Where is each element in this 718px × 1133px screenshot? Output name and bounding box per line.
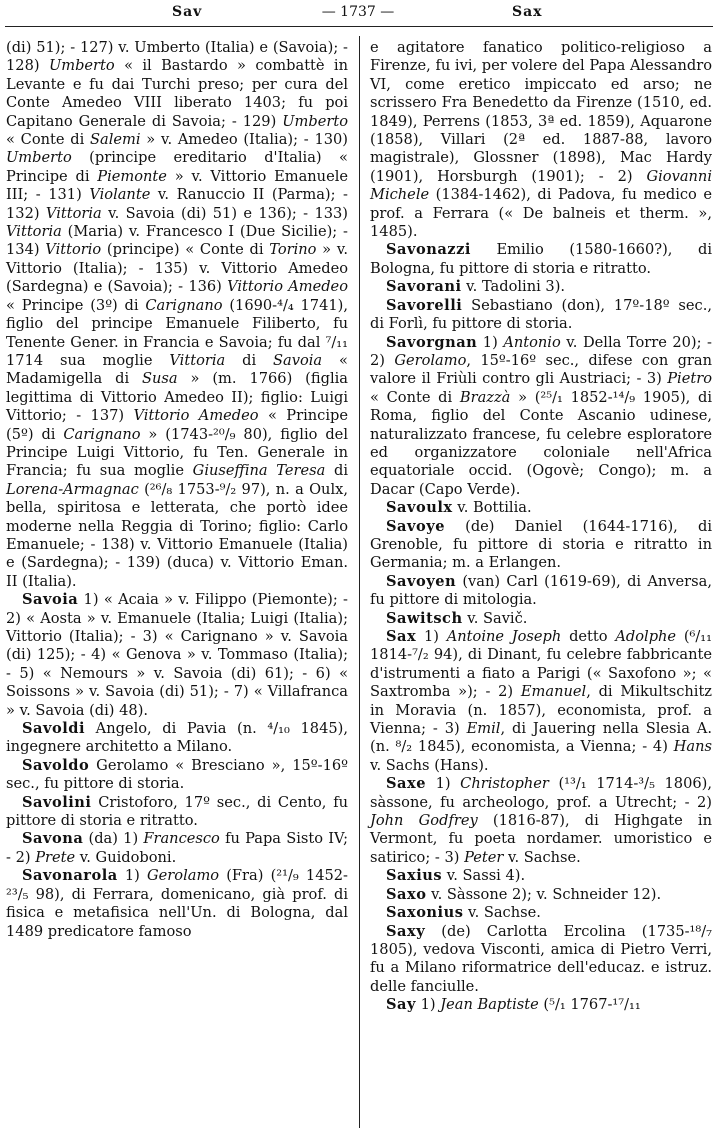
entry-headword: Savorelli [386,296,463,314]
entry-text: (⁵/₁ 1767-¹⁷/₁₁ [538,996,641,1014]
entry-headword: Saxy [386,922,426,940]
dictionary-entry [370,775,712,867]
dictionary-entry [370,867,712,885]
entry-text: » (m. 1766) (figlia legittima di Vittorio Amedeo II); figlio: Luigi Vittorio; - 137) [6,370,348,425]
entry-headword: Say [386,996,416,1014]
entry-text: 1) [425,775,461,793]
entry-text: Sebastiano (don), 17º-18º sec., di Forlì, fu pittore di storia. [370,296,712,333]
dictionary-entry [370,996,712,1014]
entry-text: v. Savoia (di) 51) e 136); - 133) [101,204,349,222]
entry-text: (van) Carl (1619-69), di Anversa, fu pittore di mitologia. [370,572,712,609]
entry-headword: Savoulx [386,499,453,517]
entry-text: (principe) « Conte di [101,241,270,259]
dictionary-entry [370,297,712,334]
entry-headword: Saxonius [386,904,464,922]
entry-text: v. Bottilia. [452,499,532,517]
page-number: — 1737 — [321,4,395,20]
dictionary-entry [370,610,712,628]
dictionary-entry [370,904,712,922]
entry-text: (de) Daniel (1644-1716), di Grenoble, fu pittore di storia e ritratto in Germania; m. a Erlangen. [370,517,712,572]
entry-text: » v. Vittorio Emanuele III; - 131) [6,167,349,204]
entry-text: v. Guidoboni. [75,848,177,866]
italic-name: Violante [89,186,151,204]
dictionary-entry [370,518,712,573]
italic-name: Vittorio Amedeo [227,278,348,296]
entry-headword: Savona [22,830,84,848]
italic-name: Carignano [145,296,223,314]
italic-name: Pietro [667,370,712,388]
entry-text: Cristoforo, 17º sec., di Cento, fu pittore di storia e ritratto. [6,793,348,830]
entry-text: (²⁶/₈ 1753-⁹/₂ 97), n. a Oulx, bella, spiritosa e letterata, che portò idee moderne nella Reggia di Torino; figlio: Carlo Emanuele; - 138) v. Vittorio Emanuele (Italia) e (Sardegna); - 139) (duca) v. Vittorio Eman. II (Italia). [6,480,348,590]
dictionary-entry [6,830,348,867]
italic-name: Umberto [282,112,348,130]
dictionary-entry [370,923,712,997]
entry-text: v. Sàssone 2); v. Schneider 12). [426,885,662,903]
entry-text: » v. Amedeo (Italia); - 130) [140,131,348,149]
entry-headword: Savoyen [386,572,457,590]
dictionary-entry [370,886,712,904]
entry-text: 1) [477,333,504,351]
entry-text: , 15º-16º sec., difese con gran valore il Friùli contro gli Austriaci; - 3) [370,351,712,388]
entry-text: , di Jauering nella Slesia A. (n. ⁸/₂ 1845), economista, a Vienna; - 4) [370,720,712,756]
entry-text: (¹³/₁ 1714-³/₅ 1806), sàssone, fu archeologo, prof. a Utrecht; - 2) [370,775,712,811]
italic-name: Brazzà [459,388,511,406]
entry-text: detto [561,628,616,645]
italic-name: Vittoria [169,351,226,369]
entry-text: v. Sachs (Hans). [370,756,489,774]
entry-text: , di Mikultschitz in Moravia (n. 1857), economista, prof. a Vienna; - 3) [370,683,712,738]
entry-headword: Saxius [386,867,443,885]
italic-name: Emanuel [520,683,587,701]
entry-text: v. Sachse. [463,904,541,922]
italic-name: Susa [142,370,178,388]
italic-name: Jean Baptiste [440,996,539,1014]
entry-headword: Sawitsch [386,609,463,627]
italic-name: John Godfrey [370,812,478,830]
dictionary-entry [370,573,712,610]
dictionary-entry [6,757,348,794]
entry-text: di [325,462,349,480]
entry-headword: Savonarola [22,867,118,885]
entry-text: 1) « Acaia » v. Filippo (Piemonte); - 2) « Aosta » v. Emanuele (Italia; Luigi (Italia); Vittorio (Italia); - 3) « Carignano » v. Savoia (di) 125); - 4) « Genova » v. Tommaso (Italia); - 5) « Nemours » v. Savoia (di) 61); - 6) « Soissons » v. Savoia (di) 51); - 7) « Villafranca » v. Savoia (di) 48). [6,591,348,719]
entry-text: 1) [117,867,148,885]
entry-headword: Savoia [22,591,79,609]
entry-text: (1816-87), di Highgate in Vermont, fu poeta nordamer. umoristico e satirico; - 3) [370,812,712,866]
entry-text: » v. Vittorio (Italia); - 135) v. Vittorio Amedeo (Sardegna) e (Savoia); - 136) [6,241,348,296]
italic-name: Giuseffina Teresa [192,462,326,480]
italic-name: Lorena-Armagnac [6,480,139,498]
italic-name: Gerolamo [394,351,467,369]
italic-name: Gerolamo [147,867,220,885]
entry-headword: Savorani [386,278,462,296]
entry-text: fu Papa Sisto IV; - 2) [6,830,349,866]
dictionary-entry [6,591,348,720]
entry-text: (di) 51); - 127) v. Umberto (Italia) e (Savoia); - 128) [6,39,348,75]
italic-name: Piemonte [97,167,167,185]
entry-text: Angelo, di Pavia (n. ⁴/₁₀ 1845), ingegnere architetto a Milano. [6,720,348,756]
italic-name: Salemi [90,131,141,149]
entry-headword: Savoldi [22,720,86,738]
entry-text: di [225,351,274,369]
entry-headword: Savoye [386,517,445,535]
entry-text: v. Ranuccio II (Parma); - 132) [6,186,348,222]
entry-text: (de) Carlotta Ercolina (1735-¹⁸/₇ 1805), vedova Visconti, amica di Pietro Verri, fu a Milano riformatrice dell'educaz. e istruz. delle fanciulle. [370,922,712,995]
italic-name: Peter [464,848,504,866]
entry-text: » (1743-²⁰/₉ 80), figlio del Principe Luigi Vittorio, fu Ten. Generale in Francia; fu sua moglie [6,425,348,480]
entry-text: (principe ereditario d'Italia) « Principe di [6,149,348,185]
italic-name: Antonio [503,333,561,351]
entry-text: Emilio (1580-1660?), di Bologna, fu pittore di storia e ritratto. [370,241,712,277]
entry-headword: Saxo [386,885,427,903]
header-rule [5,26,713,27]
entry-text: « il Bastardo » combattè in Levante e fu dai Turchi preso; per cura del Conte Amedeo VIII liberato 1403; fu poi Capitano Generale di Savoia; - 129) [6,57,349,130]
entry-text: v. Sassi 4). [442,867,526,885]
dictionary-entry [6,794,348,831]
dictionary-entry [370,499,712,517]
dictionary-entry [6,867,348,941]
italic-name: Francesco [143,830,220,848]
entry-text: v. Tadolini 3). [461,278,566,296]
entry-text: e agitatore fanatico politico-religioso a Firenze, fu ivi, per volere del Papa Alessandro VI, come eretico impiccato ed arso; ne scrissero Fra Benedetto da Firenze (1510, ed. 1849), Perrens (1853, 3ª ed. 1859), Aquarone (1858), Villari (2ª ed. 1887-88, lavoro magistrale), Glossner (1898), Mac Hardy (1901), Horsburgh (1901); - 2) [370,39,712,185]
entry-headword: Savolini [22,793,92,811]
italic-name: Adolphe [615,628,677,645]
dictionary-entry [370,241,712,278]
italic-name: Prete [35,848,76,866]
dictionary-entry [370,334,712,500]
entry-text: (1690-⁴/₄ 1741), figlio del principe Emanuele Filiberto, fu Tenente Gener. in Francia e Savoia; fu dal ⁷/₁₁ 1714 sua moglie [6,296,348,369]
entry-headword: Savoldo [22,756,90,774]
entry-text: « Principe (5º) di [6,407,348,443]
header-right-guideword: Sax [512,4,543,20]
entry-text: (1384-1462), di Padova, fu medico e prof. a Ferrara (« De balneis et therm. », 1485). [370,186,712,241]
italic-name: Vittorio [45,241,102,259]
entry-headword: Sax [386,628,417,645]
italic-name: Vittorio Amedeo [133,407,259,425]
italic-name: Antoine Joseph [446,628,562,645]
entry-text: v. Sachse. [503,848,581,866]
entry-text: » (²⁵/₁ 1852-¹⁴/₉ 1905), di Roma, figlio del Conte Ascanio udinese, naturalizzato francese, fu celebre esploratore ed organizzatore coloniale nell'Africa equatoriale occid. (Ogovè; Congo); m. a Dacar (Capo Verde). [370,388,712,498]
entry-text: v. Della Torre 20); - 2) [370,333,712,369]
header-left-guideword: Sav [172,4,203,20]
italic-name: Hans [673,738,712,756]
italic-name: Christopher [460,775,549,793]
dictionary-entry [370,39,712,241]
dictionary-entry [370,628,712,775]
entry-text: Gerolamo « Bresciano », 15º-16º sec., fu pittore di storia. [6,756,348,793]
entry-text: « Conte di [6,131,91,149]
running-header [0,2,718,26]
entry-headword: Savorgnan [386,333,478,351]
italic-name: Vittoria [45,204,102,222]
entry-headword: Saxe [386,775,426,793]
italic-name: Savoia [273,351,323,369]
entry-headword: Savonazzi [386,241,471,259]
italic-name: Carignano [63,425,141,443]
right-column [370,39,712,1015]
dictionary-entry [370,278,712,296]
dictionary-entry [6,720,348,757]
entry-text: (⁶/₁₁ 1814-⁷/₂ 94), di Dinant, fu celebre fabbricante d'istrumenti a fiato a Parigi (« Saxofono »; « Saxtromba »); - 2) [370,628,713,701]
entry-text: « Principe (3º) di [6,296,146,314]
left-column [6,39,348,941]
entry-text: (da) 1) [83,830,144,848]
italic-name: Umberto [48,57,115,75]
entry-text: 1) [416,628,447,645]
entry-text: « Madamigella di [6,351,348,388]
column-divider [359,36,360,1128]
entry-text: « Conte di [370,388,460,406]
dictionary-entry [6,39,348,591]
italic-name: Vittoria [6,223,62,241]
entry-text: 1) [415,996,441,1014]
entry-text: (Fra) (²¹/₉ 1452-²³/₅ 98), di Ferrara, domenicano, già prof. di fisica e metafisica nell'Un. di Bologna, dal 1489 predicatore famoso [6,867,348,940]
italic-name: Umberto [6,149,72,167]
entry-text: (Maria) v. Francesco I (Due Sicilie); - 134) [6,223,348,259]
italic-name: Giovanni Michele [370,167,712,204]
entry-text: v. Savič. [462,609,528,627]
italic-name: Torino [269,241,317,259]
italic-name: Emil [466,720,501,738]
